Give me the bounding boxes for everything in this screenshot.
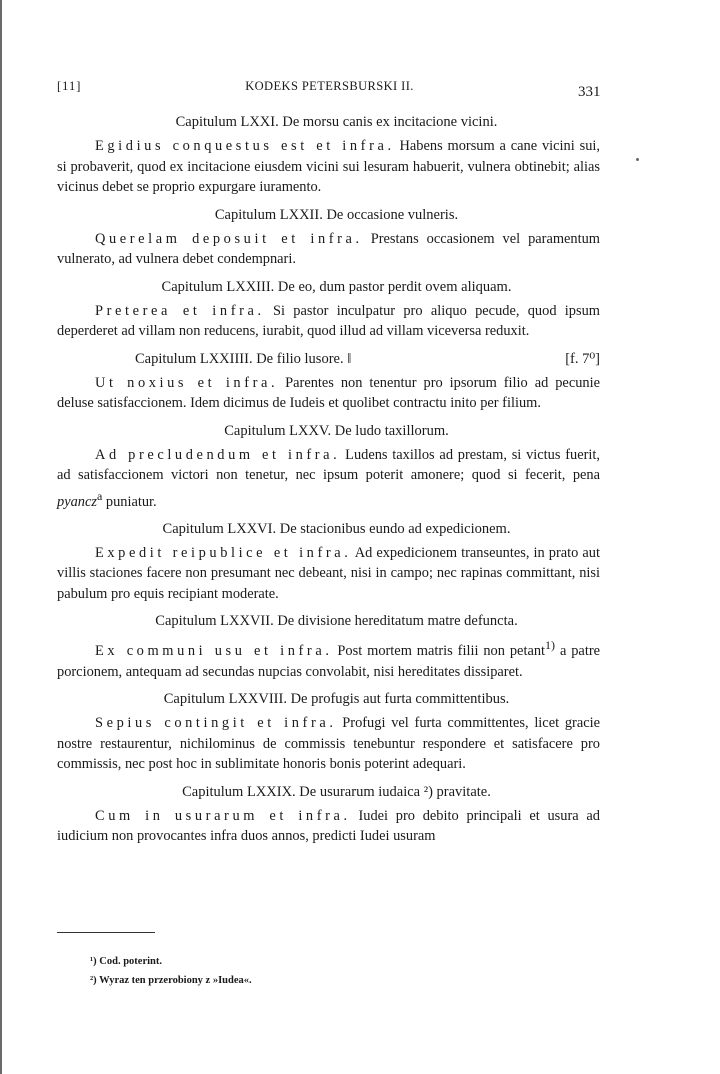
- paragraph-text: Habens morsum a cane vicini sui, si probaverit, quod ex incitacione eiusdem vicini sui lesuram habuerit, vulnera obtinebit; alias vicinus debet se proprio expurgare iuramento.: [57, 138, 600, 195]
- margin-speck: [636, 158, 639, 161]
- footnote-rule: [57, 932, 155, 933]
- main-text: [57, 111, 600, 853]
- incipit: Preterea et infra.: [95, 302, 265, 319]
- footnote-ref: 1): [545, 638, 556, 653]
- paragraph: [57, 229, 600, 270]
- chapter-heading: Capitulum LXXIX. De usurarum iudaica ²) pravitate.: [182, 783, 491, 800]
- incipit: Expedit reipublice et infra.: [95, 544, 352, 561]
- chapter-heading: Capitulum LXXI. De morsu canis ex incitacione vicini.: [175, 114, 498, 130]
- running-header: [57, 79, 602, 99]
- paragraph: [57, 445, 600, 512]
- footnote-mark: ²): [90, 975, 97, 986]
- italic-word: pyancz: [57, 493, 97, 510]
- paragraph-text: Iudei pro debito principali et usura ad iudicium non provocantes infra duos annos, predicti Iudei usuram: [57, 807, 600, 845]
- paragraph-text: Prestans occasionem vel paramentum vulnerato, ad vulnera debet condempnari.: [57, 230, 601, 267]
- incipit: Cum in usurarum et infra.: [95, 807, 351, 824]
- footnote-text: Cod. poterint.: [99, 956, 162, 967]
- section-number: [11]: [57, 79, 82, 93]
- paragraph-text: Parentes non tenentur pro ipsorum filio ad pecunie deluse satisfaccionem. Idem dicimus de Iudeis et quolibet contractu inito per filium.: [57, 374, 600, 411]
- paragraph-text: Post mortem matris filii non petant: [332, 643, 546, 660]
- footnote: [90, 952, 252, 971]
- paragraph-text: Ad expedicionem transeuntes, in prato aut villis staciones facere non presumant nec debeant, nisi in campo; nec rapinas committant, nisi pabulum pro equis recipiant moderate.: [57, 544, 600, 602]
- chapter-heading: Capitulum LXXIII. De eo, dum pastor perdit ovem aliquam.: [161, 278, 512, 295]
- page-edge-rule: [0, 0, 2, 1074]
- paragraph: [57, 136, 600, 198]
- paragraph-text: Profugi vel furta committentes, licet gracie nostre restaurentur, nichilominus de commissis tenebuntur respondere et satisfacere pro commissis, nec post hoc in sublimitate honoris bonis poterint adequari.: [57, 715, 600, 773]
- folio-marker: [f. 7⁰]: [565, 350, 600, 367]
- incipit: Sepius contingit et infra.: [95, 715, 337, 732]
- running-title: KODEKS PETERSBURSKI II.: [245, 79, 414, 93]
- incipit: Ex communi usu et infra.: [95, 643, 333, 660]
- footnote-ref: a: [96, 488, 103, 503]
- chapter-heading: Capitulum LXXV. De ludo taxillorum.: [224, 422, 449, 439]
- chapter-heading: Capitulum LXXVI. De stacionibus eundo ad expedicionem.: [162, 520, 511, 537]
- paragraph-text: Si pastor inculpatur pro aliquo pecude, quod ipsum deperderet ad villam non reducens, iurabit, quod illud ad villam viceversa reduxit.: [57, 302, 600, 339]
- paragraph: [57, 713, 600, 775]
- paragraph-text: a patre porcionem, antequam ad secundas nupcias convolabit, nisi hereditates dissiparet.: [57, 643, 600, 680]
- page-number: 331: [578, 84, 601, 100]
- footnote: [90, 971, 252, 990]
- paragraph: [57, 543, 600, 605]
- paragraph-text: Ludens taxillos ad prestam, si victus fuerit, ad satisfaccionem victori non tenetur, nec ipsum poterit amonere; quod si fecerit, pena: [57, 446, 600, 483]
- incipit: Ad precludendum et infra.: [95, 446, 341, 463]
- paragraph: [57, 635, 600, 682]
- footnote-text: Wyraz ten przerobiony z »Iudea«.: [99, 975, 252, 986]
- footnote-mark: ¹): [90, 956, 97, 967]
- incipit: Querelam deposuit et infra.: [95, 230, 363, 247]
- incipit: Ut noxius et infra.: [95, 374, 279, 391]
- chapter-heading-text: Capitulum LXXIIII. De filio lusore. ‖: [135, 350, 352, 367]
- incipit: Egidius conquestus est et infra.: [95, 138, 395, 154]
- paragraph: [57, 373, 600, 414]
- chapter-heading: Capitulum LXXVIII. De profugis aut furta committentibus.: [163, 691, 510, 708]
- paragraph: [57, 301, 600, 342]
- footnotes: [90, 952, 252, 990]
- chapter-heading: Capitulum LXXII. De occasione vulneris.: [214, 206, 459, 223]
- chapter-heading: Capitulum LXXVII. De divisione hereditatum matre defuncta.: [155, 613, 518, 630]
- chapter-heading: [57, 348, 600, 370]
- paragraph-text: puniatur.: [102, 493, 157, 510]
- paragraph: [57, 806, 600, 847]
